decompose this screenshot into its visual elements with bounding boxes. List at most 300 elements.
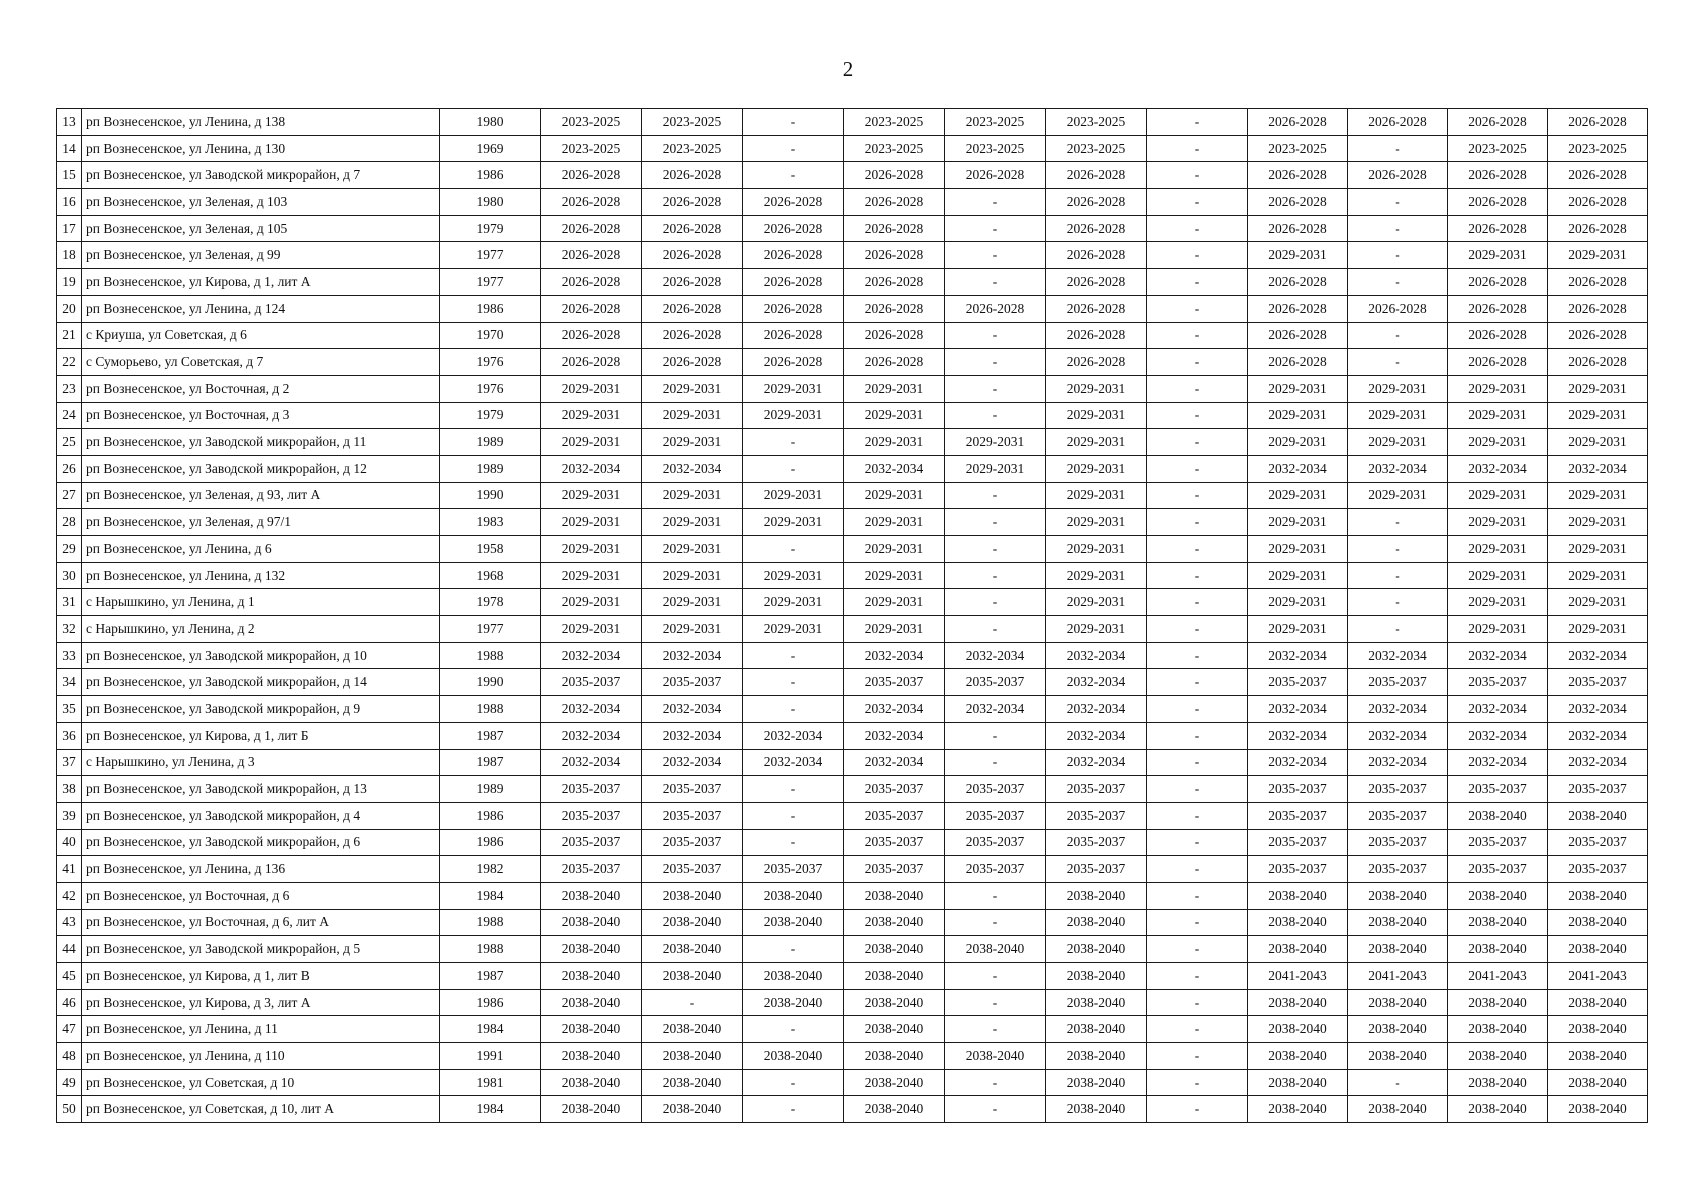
year-built-cell: 1984 xyxy=(440,1016,541,1043)
period-cell: 2029-2031 xyxy=(541,429,642,456)
period-cell: 2038-2040 xyxy=(743,989,844,1016)
address-cell: рп Вознесенское, ул Заводской микрорайон, д 6 xyxy=(82,829,440,856)
year-built-cell: 1986 xyxy=(440,162,541,189)
period-cell: 2035-2037 xyxy=(1248,776,1348,803)
period-cell: - xyxy=(945,909,1046,936)
period-cell: 2023-2025 xyxy=(1046,135,1147,162)
period-cell: 2032-2034 xyxy=(1448,455,1548,482)
period-cell: 2038-2040 xyxy=(743,963,844,990)
period-cell: 2029-2031 xyxy=(1046,482,1147,509)
period-cell: 2026-2028 xyxy=(844,242,945,269)
period-cell: 2026-2028 xyxy=(1248,215,1348,242)
table-row xyxy=(57,162,1648,189)
table-row xyxy=(57,509,1648,536)
period-cell: 2032-2034 xyxy=(642,642,743,669)
period-cell: 2026-2028 xyxy=(1248,349,1348,376)
period-cell: - xyxy=(1147,295,1248,322)
period-cell: - xyxy=(945,963,1046,990)
period-cell: 2035-2037 xyxy=(1248,669,1348,696)
address-cell: рп Вознесенское, ул Восточная, д 3 xyxy=(82,402,440,429)
row-number-cell: 38 xyxy=(57,776,82,803)
period-cell: - xyxy=(1348,1069,1448,1096)
period-cell: 2038-2040 xyxy=(1548,1096,1648,1123)
address-cell: рп Вознесенское, ул Заводской микрорайон, д 14 xyxy=(82,669,440,696)
period-cell: - xyxy=(1147,189,1248,216)
period-cell: 2032-2034 xyxy=(541,696,642,723)
period-cell: 2032-2034 xyxy=(541,722,642,749)
address-cell: рп Вознесенское, ул Кирова, д 3, лит А xyxy=(82,989,440,1016)
period-cell: 2032-2034 xyxy=(1448,642,1548,669)
year-built-cell: 1986 xyxy=(440,989,541,1016)
table-row xyxy=(57,135,1648,162)
table-row xyxy=(57,616,1648,643)
table-row xyxy=(57,829,1648,856)
period-cell: - xyxy=(1147,349,1248,376)
address-cell: рп Вознесенское, ул Ленина, д 6 xyxy=(82,536,440,563)
period-cell: 2029-2031 xyxy=(1548,616,1648,643)
row-number-cell: 13 xyxy=(57,109,82,136)
period-cell: - xyxy=(1147,722,1248,749)
period-cell: - xyxy=(743,109,844,136)
year-built-cell: 1982 xyxy=(440,856,541,883)
period-cell: 2029-2031 xyxy=(1046,616,1147,643)
row-number-cell: 30 xyxy=(57,562,82,589)
period-cell: - xyxy=(945,215,1046,242)
year-built-cell: 1990 xyxy=(440,482,541,509)
period-cell: 2038-2040 xyxy=(642,909,743,936)
period-cell: 2032-2034 xyxy=(1046,722,1147,749)
table-row xyxy=(57,1043,1648,1070)
period-cell: 2038-2040 xyxy=(541,1069,642,1096)
period-cell: 2026-2028 xyxy=(1448,215,1548,242)
period-cell: - xyxy=(1147,616,1248,643)
period-cell: 2038-2040 xyxy=(844,882,945,909)
address-cell: рп Вознесенское, ул Заводской микрорайон, д 9 xyxy=(82,696,440,723)
period-cell: 2035-2037 xyxy=(1348,776,1448,803)
period-cell: - xyxy=(1147,1016,1248,1043)
period-cell: 2029-2031 xyxy=(642,429,743,456)
period-cell: 2038-2040 xyxy=(1348,989,1448,1016)
period-cell: 2023-2025 xyxy=(541,135,642,162)
period-cell: - xyxy=(1147,429,1248,456)
period-cell: - xyxy=(945,536,1046,563)
period-cell: 2023-2025 xyxy=(844,109,945,136)
period-cell: 2029-2031 xyxy=(541,509,642,536)
row-number-cell: 31 xyxy=(57,589,82,616)
period-cell: - xyxy=(743,642,844,669)
period-cell: - xyxy=(1147,589,1248,616)
period-cell: 2038-2040 xyxy=(743,882,844,909)
period-cell: - xyxy=(945,989,1046,1016)
row-number-cell: 49 xyxy=(57,1069,82,1096)
period-cell: 2038-2040 xyxy=(743,909,844,936)
period-cell: 2035-2037 xyxy=(1046,776,1147,803)
period-cell: - xyxy=(1147,909,1248,936)
period-cell: 2038-2040 xyxy=(541,882,642,909)
period-cell: 2035-2037 xyxy=(1448,829,1548,856)
address-cell: рп Вознесенское, ул Кирова, д 1, лит А xyxy=(82,269,440,296)
period-cell: 2035-2037 xyxy=(844,802,945,829)
period-cell: - xyxy=(1147,269,1248,296)
period-cell: 2026-2028 xyxy=(1448,322,1548,349)
period-cell: 2029-2031 xyxy=(743,562,844,589)
address-cell: рп Вознесенское, ул Восточная, д 6, лит А xyxy=(82,909,440,936)
period-cell: 2032-2034 xyxy=(844,722,945,749)
period-cell: 2035-2037 xyxy=(945,802,1046,829)
table-row xyxy=(57,562,1648,589)
table-row xyxy=(57,1069,1648,1096)
year-built-cell: 1991 xyxy=(440,1043,541,1070)
table-row xyxy=(57,642,1648,669)
period-cell: 2029-2031 xyxy=(541,562,642,589)
year-built-cell: 1978 xyxy=(440,589,541,616)
period-cell: 2032-2034 xyxy=(541,642,642,669)
period-cell: - xyxy=(1348,269,1448,296)
period-cell: - xyxy=(945,1096,1046,1123)
address-cell: рп Вознесенское, ул Кирова, д 1, лит Б xyxy=(82,722,440,749)
address-cell: с Нарышкино, ул Ленина, д 2 xyxy=(82,616,440,643)
period-cell: 2035-2037 xyxy=(642,776,743,803)
period-cell: - xyxy=(743,1016,844,1043)
year-built-cell: 1983 xyxy=(440,509,541,536)
period-cell: 2038-2040 xyxy=(1248,909,1348,936)
period-cell: 2038-2040 xyxy=(844,1016,945,1043)
period-cell: 2026-2028 xyxy=(1046,322,1147,349)
period-cell: 2026-2028 xyxy=(1548,215,1648,242)
row-number-cell: 33 xyxy=(57,642,82,669)
period-cell: 2026-2028 xyxy=(1548,322,1648,349)
period-cell: 2023-2025 xyxy=(1046,109,1147,136)
period-cell: - xyxy=(743,429,844,456)
period-cell: - xyxy=(945,189,1046,216)
period-cell: 2035-2037 xyxy=(642,856,743,883)
table-row xyxy=(57,589,1648,616)
period-cell: 2038-2040 xyxy=(642,882,743,909)
address-cell: рп Вознесенское, ул Зеленая, д 103 xyxy=(82,189,440,216)
period-cell: 2032-2034 xyxy=(743,722,844,749)
period-cell: 2035-2037 xyxy=(844,856,945,883)
period-cell: 2029-2031 xyxy=(642,509,743,536)
period-cell: 2035-2037 xyxy=(1248,829,1348,856)
period-cell: - xyxy=(1147,242,1248,269)
period-cell: - xyxy=(1147,989,1248,1016)
row-number-cell: 36 xyxy=(57,722,82,749)
period-cell: 2038-2040 xyxy=(1548,802,1648,829)
period-cell: 2038-2040 xyxy=(844,909,945,936)
period-cell: 2029-2031 xyxy=(1448,429,1548,456)
year-built-cell: 1989 xyxy=(440,455,541,482)
address-cell: рп Вознесенское, ул Зеленая, д 105 xyxy=(82,215,440,242)
period-cell: 2032-2034 xyxy=(642,696,743,723)
period-cell: 2032-2034 xyxy=(1448,696,1548,723)
table-row xyxy=(57,242,1648,269)
year-built-cell: 1989 xyxy=(440,776,541,803)
period-cell: 2026-2028 xyxy=(642,189,743,216)
period-cell: - xyxy=(743,1069,844,1096)
table-row xyxy=(57,1096,1648,1123)
period-cell: 2026-2028 xyxy=(1046,295,1147,322)
period-cell: 2035-2037 xyxy=(642,669,743,696)
period-cell: 2029-2031 xyxy=(1348,429,1448,456)
period-cell: 2026-2028 xyxy=(1448,162,1548,189)
address-cell: рп Вознесенское, ул Заводской микрорайон, д 4 xyxy=(82,802,440,829)
period-cell: 2026-2028 xyxy=(1046,215,1147,242)
period-cell: 2032-2034 xyxy=(1046,642,1147,669)
period-cell: 2026-2028 xyxy=(844,215,945,242)
period-cell: 2038-2040 xyxy=(642,1016,743,1043)
address-cell: рп Вознесенское, ул Заводской микрорайон, д 5 xyxy=(82,936,440,963)
period-cell: 2029-2031 xyxy=(1448,482,1548,509)
period-cell: 2035-2037 xyxy=(1548,669,1648,696)
period-cell: 2038-2040 xyxy=(1548,1069,1648,1096)
period-cell: 2038-2040 xyxy=(1046,909,1147,936)
period-cell: 2035-2037 xyxy=(1248,802,1348,829)
period-cell: 2029-2031 xyxy=(1348,375,1448,402)
period-cell: 2032-2034 xyxy=(642,455,743,482)
period-cell: 2029-2031 xyxy=(743,482,844,509)
table-row xyxy=(57,882,1648,909)
period-cell: 2035-2037 xyxy=(1348,829,1448,856)
row-number-cell: 25 xyxy=(57,429,82,456)
address-cell: рп Вознесенское, ул Зеленая, д 97/1 xyxy=(82,509,440,536)
period-cell: 2038-2040 xyxy=(743,1043,844,1070)
address-cell: рп Вознесенское, ул Заводской микрорайон, д 10 xyxy=(82,642,440,669)
row-number-cell: 21 xyxy=(57,322,82,349)
period-cell: 2041-2043 xyxy=(1248,963,1348,990)
period-cell: 2026-2028 xyxy=(743,322,844,349)
address-cell: рп Вознесенское, ул Зеленая, д 93, лит А xyxy=(82,482,440,509)
period-cell: 2026-2028 xyxy=(541,349,642,376)
period-cell: - xyxy=(743,829,844,856)
period-cell: 2026-2028 xyxy=(1248,269,1348,296)
period-cell: 2029-2031 xyxy=(844,402,945,429)
year-built-cell: 1977 xyxy=(440,616,541,643)
period-cell: 2032-2034 xyxy=(743,749,844,776)
period-cell: 2029-2031 xyxy=(1248,509,1348,536)
period-cell: - xyxy=(1147,135,1248,162)
address-cell: рп Вознесенское, ул Ленина, д 110 xyxy=(82,1043,440,1070)
period-cell: 2035-2037 xyxy=(541,829,642,856)
period-cell: - xyxy=(1348,215,1448,242)
period-cell: 2038-2040 xyxy=(541,1016,642,1043)
period-cell: 2029-2031 xyxy=(541,402,642,429)
period-cell: 2038-2040 xyxy=(1448,1096,1548,1123)
period-cell: 2032-2034 xyxy=(1448,722,1548,749)
period-cell: 2026-2028 xyxy=(1248,295,1348,322)
row-number-cell: 34 xyxy=(57,669,82,696)
period-cell: 2038-2040 xyxy=(1448,936,1548,963)
row-number-cell: 27 xyxy=(57,482,82,509)
table-row xyxy=(57,536,1648,563)
period-cell: - xyxy=(1348,589,1448,616)
period-cell: 2023-2025 xyxy=(541,109,642,136)
row-number-cell: 35 xyxy=(57,696,82,723)
period-cell: 2029-2031 xyxy=(1248,402,1348,429)
period-cell: 2029-2031 xyxy=(1548,429,1648,456)
period-cell: 2029-2031 xyxy=(1248,589,1348,616)
period-cell: - xyxy=(1147,109,1248,136)
row-number-cell: 41 xyxy=(57,856,82,883)
period-cell: 2029-2031 xyxy=(1248,242,1348,269)
period-cell: 2038-2040 xyxy=(1548,1043,1648,1070)
period-cell: 2029-2031 xyxy=(1548,482,1648,509)
period-cell: - xyxy=(743,802,844,829)
year-built-cell: 1977 xyxy=(440,242,541,269)
period-cell: 2026-2028 xyxy=(1448,349,1548,376)
period-cell: 2029-2031 xyxy=(642,562,743,589)
row-number-cell: 16 xyxy=(57,189,82,216)
period-cell: 2023-2025 xyxy=(642,109,743,136)
period-cell: 2038-2040 xyxy=(844,1043,945,1070)
period-cell: 2029-2031 xyxy=(743,375,844,402)
period-cell: 2038-2040 xyxy=(1248,936,1348,963)
row-number-cell: 24 xyxy=(57,402,82,429)
period-cell: 2032-2034 xyxy=(945,642,1046,669)
period-cell: 2029-2031 xyxy=(1548,562,1648,589)
period-cell: 2038-2040 xyxy=(541,989,642,1016)
period-cell: 2038-2040 xyxy=(844,1069,945,1096)
table-row xyxy=(57,349,1648,376)
page-number: 2 xyxy=(842,57,854,81)
period-cell: 2026-2028 xyxy=(642,215,743,242)
address-cell: рп Вознесенское, ул Ленина, д 136 xyxy=(82,856,440,883)
period-cell: - xyxy=(1348,536,1448,563)
period-cell: 2026-2028 xyxy=(1348,109,1448,136)
table-row xyxy=(57,989,1648,1016)
row-number-cell: 42 xyxy=(57,882,82,909)
year-built-cell: 1976 xyxy=(440,349,541,376)
period-cell: 2026-2028 xyxy=(743,189,844,216)
period-cell: 2026-2028 xyxy=(1548,109,1648,136)
period-cell: - xyxy=(945,402,1046,429)
period-cell: 2029-2031 xyxy=(945,429,1046,456)
period-cell: 2029-2031 xyxy=(541,482,642,509)
period-cell: - xyxy=(743,1096,844,1123)
table-row xyxy=(57,1016,1648,1043)
period-cell: 2029-2031 xyxy=(541,616,642,643)
table-row xyxy=(57,295,1648,322)
year-built-cell: 1979 xyxy=(440,402,541,429)
period-cell: 2038-2040 xyxy=(844,1096,945,1123)
row-number-cell: 20 xyxy=(57,295,82,322)
period-cell: - xyxy=(945,562,1046,589)
period-cell: 2032-2034 xyxy=(1348,642,1448,669)
period-cell: - xyxy=(1147,749,1248,776)
row-number-cell: 29 xyxy=(57,536,82,563)
period-cell: 2032-2034 xyxy=(642,749,743,776)
period-cell: 2029-2031 xyxy=(1448,562,1548,589)
period-cell: 2029-2031 xyxy=(541,536,642,563)
period-cell: 2035-2037 xyxy=(642,829,743,856)
period-cell: 2029-2031 xyxy=(1248,375,1348,402)
period-cell: 2038-2040 xyxy=(1448,909,1548,936)
period-cell: - xyxy=(1348,189,1448,216)
table-row xyxy=(57,375,1648,402)
period-cell: 2038-2040 xyxy=(642,1069,743,1096)
period-cell: 2029-2031 xyxy=(1248,616,1348,643)
period-cell: - xyxy=(1348,616,1448,643)
period-cell: 2038-2040 xyxy=(1548,936,1648,963)
period-cell: 2038-2040 xyxy=(1248,882,1348,909)
period-cell: 2038-2040 xyxy=(1448,882,1548,909)
table-row xyxy=(57,963,1648,990)
period-cell: - xyxy=(945,482,1046,509)
period-cell: 2026-2028 xyxy=(844,162,945,189)
period-cell: 2029-2031 xyxy=(1248,482,1348,509)
address-cell: рп Вознесенское, ул Советская, д 10 xyxy=(82,1069,440,1096)
period-cell: 2035-2037 xyxy=(844,829,945,856)
period-cell: 2026-2028 xyxy=(743,242,844,269)
period-cell: 2029-2031 xyxy=(1448,616,1548,643)
address-cell: рп Вознесенское, ул Ленина, д 138 xyxy=(82,109,440,136)
period-cell: 2038-2040 xyxy=(1248,989,1348,1016)
period-cell: 2038-2040 xyxy=(1348,882,1448,909)
period-cell: 2026-2028 xyxy=(642,162,743,189)
period-cell: 2026-2028 xyxy=(1046,162,1147,189)
address-cell: с Криуша, ул Советская, д 6 xyxy=(82,322,440,349)
row-number-cell: 14 xyxy=(57,135,82,162)
period-cell: - xyxy=(945,749,1046,776)
period-cell: 2029-2031 xyxy=(1046,562,1147,589)
year-built-cell: 1987 xyxy=(440,963,541,990)
period-cell: - xyxy=(945,589,1046,616)
row-number-cell: 37 xyxy=(57,749,82,776)
period-cell: - xyxy=(1348,349,1448,376)
repair-schedule-table xyxy=(56,108,1648,1123)
table-row xyxy=(57,402,1648,429)
period-cell: 2023-2025 xyxy=(945,109,1046,136)
period-cell: - xyxy=(945,322,1046,349)
period-cell: 2032-2034 xyxy=(1348,722,1448,749)
year-built-cell: 1988 xyxy=(440,696,541,723)
period-cell: - xyxy=(945,1069,1046,1096)
period-cell: - xyxy=(1147,696,1248,723)
year-built-cell: 1984 xyxy=(440,882,541,909)
period-cell: 2026-2028 xyxy=(844,269,945,296)
period-cell: 2029-2031 xyxy=(642,482,743,509)
period-cell: - xyxy=(743,669,844,696)
period-cell: - xyxy=(1147,829,1248,856)
period-cell: - xyxy=(1147,402,1248,429)
period-cell: 2032-2034 xyxy=(642,722,743,749)
period-cell: 2026-2028 xyxy=(1548,269,1648,296)
period-cell: 2035-2037 xyxy=(1348,802,1448,829)
year-built-cell: 1969 xyxy=(440,135,541,162)
period-cell: - xyxy=(743,135,844,162)
period-cell: 2038-2040 xyxy=(642,1043,743,1070)
period-cell: - xyxy=(945,509,1046,536)
period-cell: 2029-2031 xyxy=(844,429,945,456)
period-cell: 2029-2031 xyxy=(1448,242,1548,269)
address-cell: рп Вознесенское, ул Кирова, д 1, лит В xyxy=(82,963,440,990)
row-number-cell: 50 xyxy=(57,1096,82,1123)
period-cell: 2038-2040 xyxy=(541,1096,642,1123)
period-cell: 2032-2034 xyxy=(1548,722,1648,749)
period-cell: 2029-2031 xyxy=(1046,509,1147,536)
address-cell: с Суморьево, ул Советская, д 7 xyxy=(82,349,440,376)
period-cell: 2029-2031 xyxy=(1046,455,1147,482)
period-cell: 2038-2040 xyxy=(1046,1096,1147,1123)
table-row xyxy=(57,455,1648,482)
year-built-cell: 1984 xyxy=(440,1096,541,1123)
period-cell: - xyxy=(1147,642,1248,669)
period-cell: 2035-2037 xyxy=(1046,829,1147,856)
year-built-cell: 1981 xyxy=(440,1069,541,1096)
period-cell: 2029-2031 xyxy=(743,402,844,429)
period-cell: 2026-2028 xyxy=(541,189,642,216)
table-row xyxy=(57,856,1648,883)
row-number-cell: 18 xyxy=(57,242,82,269)
